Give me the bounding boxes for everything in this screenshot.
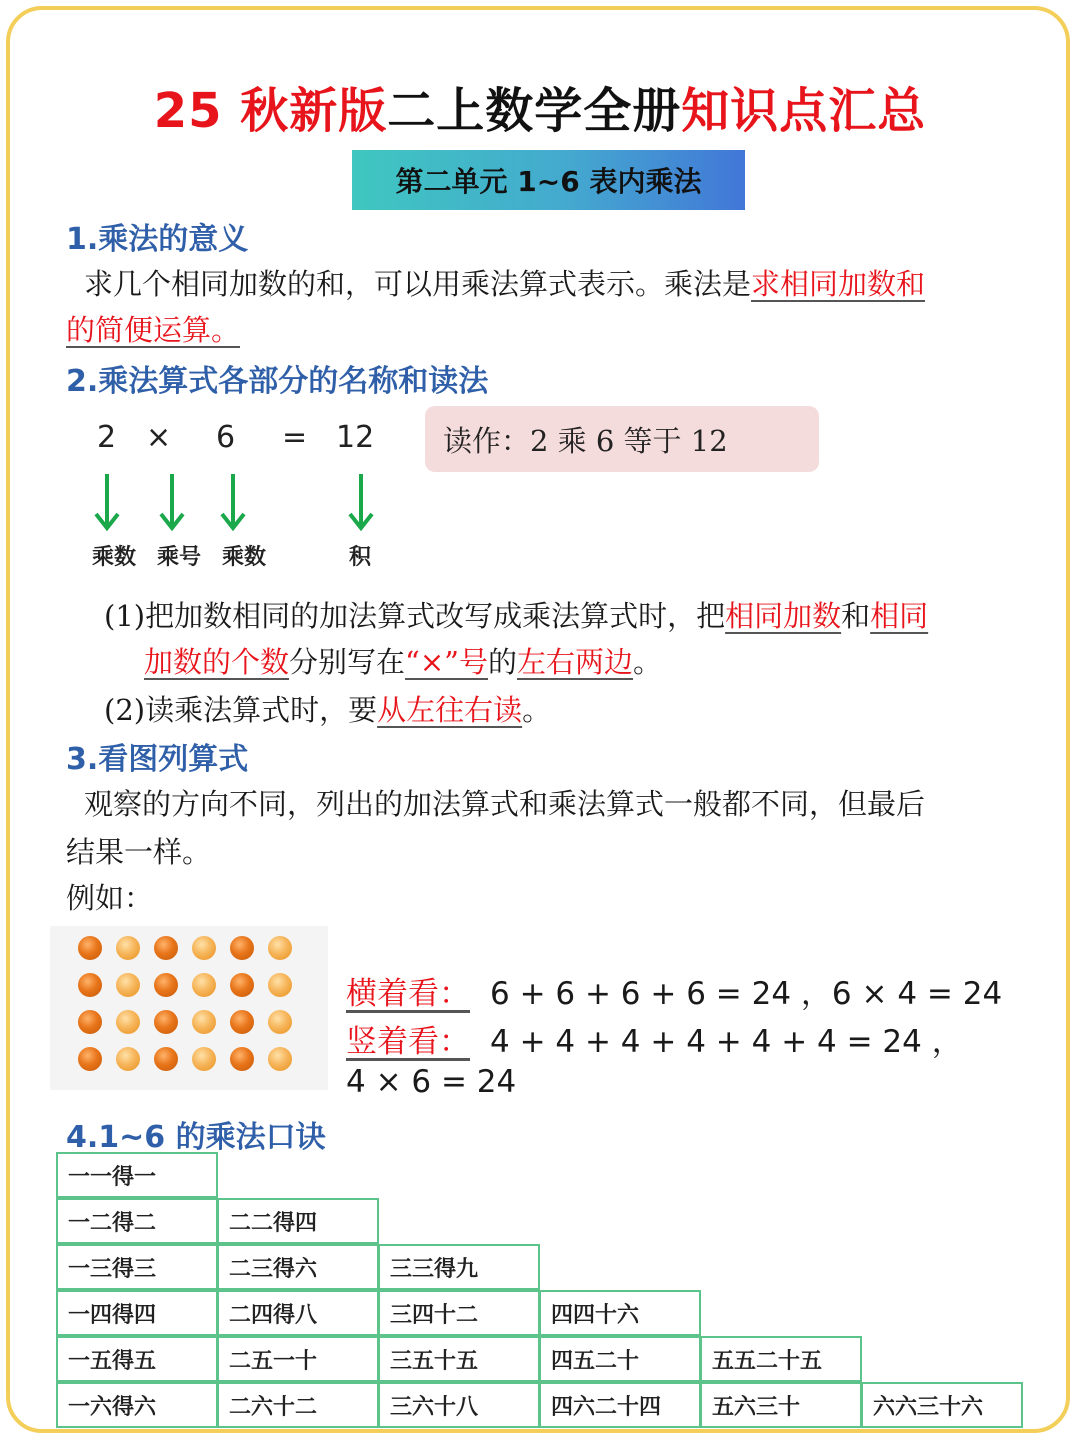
- dot: [230, 1010, 254, 1034]
- dot: [192, 1047, 216, 1071]
- note-2-text: 读乘法算式时，要: [145, 693, 378, 727]
- dot: [192, 973, 216, 997]
- horizontal-expression: 6 + 6 + 6 + 6 = 24 ，6 × 4 = 24: [490, 976, 1003, 1012]
- dot: [268, 1047, 292, 1071]
- vertical-view-product: [346, 1064, 516, 1100]
- section-1-text: 求几个相同加数的和，可以用乘法算式表示。乘法是: [84, 267, 752, 301]
- table-cell: 五五二十五: [700, 1336, 862, 1382]
- title-part-2: 二上数学全册: [387, 83, 682, 139]
- table-cell: 四四十六: [539, 1290, 701, 1336]
- note-1-text: 和: [841, 599, 871, 633]
- section-3-line-1: 观察的方向不同，列出的加法算式和乘法算式一般都不同，但最后: [84, 787, 926, 821]
- dot: [192, 936, 216, 960]
- dot: [268, 1010, 292, 1034]
- note-1-highlight: 相同加数: [725, 599, 842, 633]
- label-factor-b: 乘数: [222, 544, 267, 570]
- note-1-line-2: [144, 640, 662, 681]
- vertical-label: 竖着看：: [346, 1024, 470, 1060]
- note-1-line-1: [104, 594, 928, 635]
- title-part-1: 25 秋新版: [153, 83, 388, 139]
- arrow-down-icon: [92, 472, 122, 532]
- note-1-text: 的: [487, 645, 517, 679]
- table-cell: 一五得五: [56, 1336, 218, 1382]
- dot: [78, 1047, 102, 1071]
- equation-times: ×: [146, 420, 172, 455]
- table-cell: 三六十八: [378, 1382, 540, 1428]
- dot: [192, 1010, 216, 1034]
- table-cell: 四五二十: [539, 1336, 701, 1382]
- note-1-text: 把加数相同的加法算式改写成乘法算式时，把: [145, 599, 726, 633]
- table-cell: 一三得三: [56, 1244, 218, 1290]
- section-3-heading: 3.看图列算式: [66, 742, 249, 777]
- dot: [116, 1010, 140, 1034]
- dot: [268, 936, 292, 960]
- dot: [230, 936, 254, 960]
- section-2-heading: 2.乘法算式各部分的名称和读法: [66, 364, 489, 399]
- section-1-highlight-2: 的简便运算。: [66, 313, 241, 347]
- table-cell: 二五一十: [217, 1336, 379, 1382]
- table-cell: 三五十五: [378, 1336, 540, 1382]
- arrow-down-icon: [346, 472, 376, 532]
- vertical-view: [346, 1016, 963, 1061]
- note-2-highlight: 从左往右读: [377, 693, 523, 727]
- dot: [154, 1010, 178, 1034]
- table-cell: 一四得四: [56, 1290, 218, 1336]
- section-1-line-2: [66, 308, 240, 349]
- note-1-number: (1): [104, 599, 146, 633]
- dot: [78, 1010, 102, 1034]
- section-1-heading: 1.乘法的意义: [66, 222, 249, 257]
- table-cell: 三三得九: [378, 1244, 540, 1290]
- arrow-down-icon: [157, 472, 187, 532]
- section-4-heading: 4.1~6 的乘法口诀: [66, 1120, 326, 1155]
- table-cell: 二四得八: [217, 1290, 379, 1336]
- table-cell: 二六十二: [217, 1382, 379, 1428]
- table-cell: 一一得一: [56, 1152, 218, 1198]
- unit-banner: 第二单元 1~6 表内乘法: [352, 150, 745, 210]
- vertical-expression: 4 + 4 + 4 + 4 + 4 + 4 = 24 ，: [490, 1024, 963, 1060]
- note-1-highlight: “×”号: [405, 645, 488, 679]
- section-1-highlight-1: 求相同加数和: [751, 267, 926, 301]
- section-3-example: 例如：: [66, 881, 154, 915]
- section-3-line-2: 结果一样。: [66, 835, 212, 869]
- dot: [78, 973, 102, 997]
- label-product: 积: [349, 544, 372, 570]
- table-cell: 一六得六: [56, 1382, 218, 1428]
- dot: [78, 936, 102, 960]
- horizontal-view: [346, 968, 1002, 1013]
- equation-equals: =: [282, 420, 308, 455]
- label-times-sign: 乘号: [157, 544, 202, 570]
- dot: [154, 936, 178, 960]
- label-factor-a: 乘数: [92, 544, 137, 570]
- note-2-text: 。: [522, 693, 552, 727]
- dot: [230, 1047, 254, 1071]
- dot: [116, 1047, 140, 1071]
- horizontal-label: 横着看：: [346, 976, 470, 1012]
- table-cell: 四六二十四: [539, 1382, 701, 1428]
- table-cell: 五六三十: [700, 1382, 862, 1428]
- page-title: [0, 72, 1080, 141]
- dot-array-image: [50, 926, 328, 1090]
- dot: [116, 973, 140, 997]
- equation-product: 12: [336, 420, 375, 455]
- table-cell: 三四十二: [378, 1290, 540, 1336]
- equation-factor-b: 6: [216, 420, 236, 455]
- dot: [230, 973, 254, 997]
- table-cell: 二三得六: [217, 1244, 379, 1290]
- table-cell: 二二得四: [217, 1198, 379, 1244]
- dot: [154, 1047, 178, 1071]
- title-part-3: 知识点汇总: [681, 83, 927, 139]
- note-2-number: (2): [104, 693, 146, 727]
- arrow-down-icon: [218, 472, 248, 532]
- note-1-highlight: 左右两边: [517, 645, 634, 679]
- dot: [268, 973, 292, 997]
- note-1-highlight: 相同: [870, 599, 929, 633]
- note-2: [104, 688, 551, 729]
- note-1-text: 。: [633, 645, 663, 679]
- table-cell: 一二得二: [56, 1198, 218, 1244]
- read-as-box: 读作：2 乘 6 等于 12: [425, 406, 819, 472]
- dot: [154, 973, 178, 997]
- note-1-highlight: 加数的个数: [144, 645, 290, 679]
- vertical-product: 4 × 6 = 24: [346, 1064, 517, 1100]
- dot: [116, 936, 140, 960]
- table-cell: 六六三十六: [861, 1382, 1023, 1428]
- section-1-line-1: [84, 262, 925, 303]
- note-1-text: 分别写在: [289, 645, 406, 679]
- equation-factor-a: 2: [97, 420, 117, 455]
